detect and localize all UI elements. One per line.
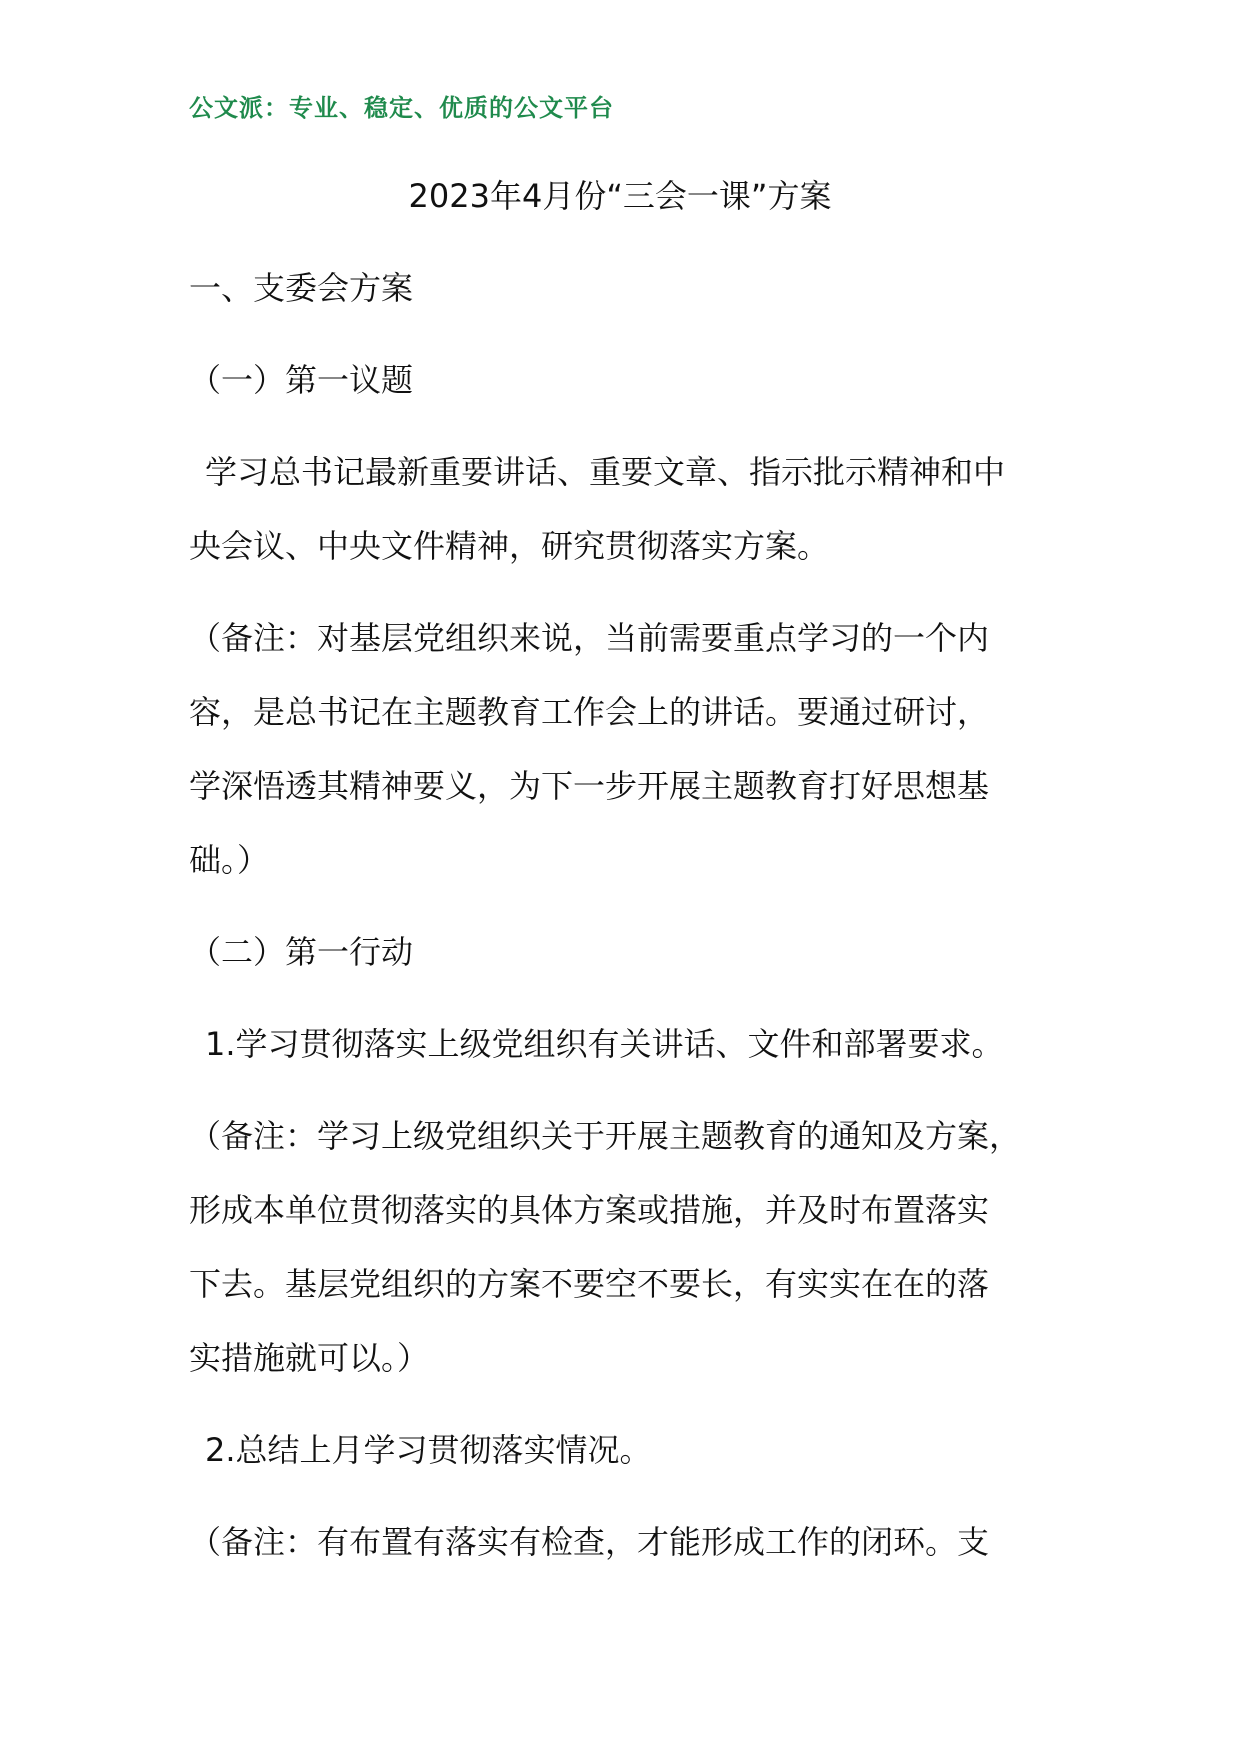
note-line: （备注：对基层党组织来说，当前需要重点学习的一个内: [189, 619, 990, 657]
note-line: 学深悟透其精神要义，为下一步开展主题教育打好思想基: [189, 767, 990, 805]
paragraph-line: 学习总书记最新重要讲话、重要文章、指示批示精神和中: [205, 453, 1006, 491]
brand-header: 公文派：专业、稳定、优质的公文平台: [189, 94, 614, 122]
section-heading: 一、支委会方案: [189, 269, 414, 307]
document-title: 2023年4月份“三会一课”方案: [408, 177, 832, 215]
paragraph-line: 央会议、中央文件精神，研究贯彻落实方案。: [189, 527, 830, 565]
note-line: （备注：学习上级党组织关于开展主题教育的通知及方案，: [189, 1117, 1022, 1155]
note-line: 下去。基层党组织的方案不要空不要长，有实实在在的落: [189, 1265, 990, 1303]
subsection-heading-2: （二）第一行动: [189, 933, 414, 971]
note-line: 容，是总书记在主题教育工作会上的讲话。要通过研讨，: [189, 693, 990, 731]
note-line: （备注：有布置有落实有检查，才能形成工作的闭环。支: [189, 1523, 990, 1561]
subsection-heading-1: （一）第一议题: [189, 361, 414, 399]
list-item: 1.学习贯彻落实上级党组织有关讲话、文件和部署要求。: [205, 1025, 1004, 1063]
note-line: 础。）: [189, 841, 270, 879]
list-item: 2.总结上月学习贯彻落实情况。: [205, 1431, 652, 1469]
note-line: 实措施就可以。）: [189, 1339, 430, 1377]
note-line: 形成本单位贯彻落实的具体方案或措施，并及时布置落实: [189, 1191, 990, 1229]
